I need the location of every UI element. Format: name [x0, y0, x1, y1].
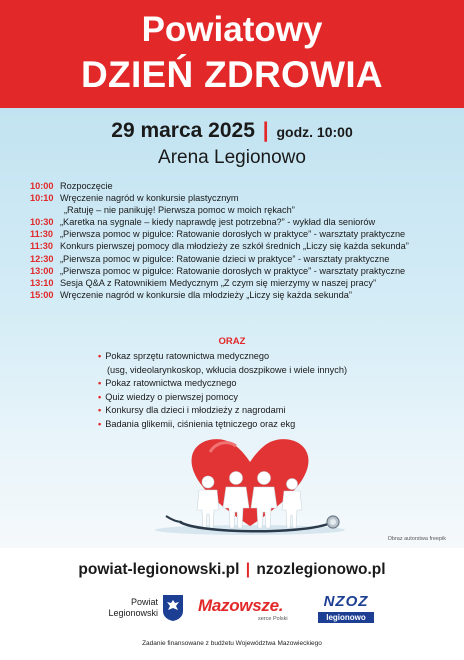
title-line-1: Powiatowy	[141, 10, 323, 49]
event-hour: godz. 10:00	[276, 124, 353, 140]
schedule-text: Wręczenie nagród w konkursie dla młodzieży „Liczy się każda sekunda”	[60, 289, 352, 300]
list-item-text: Badania glikemii, ciśnienia tętniczego oraz ekg	[105, 418, 296, 429]
logo-powiat-text	[80, 597, 158, 619]
date-separator: |	[262, 119, 269, 142]
schedule-row	[30, 180, 460, 192]
schedule-text: Sesja Q&A z Ratownikiem Medycznym „Z czym się mierzymy w naszej pracy”	[60, 277, 377, 288]
poster-body	[0, 108, 464, 548]
list-item-text: (usg, videolarynkoskop, wkłucia doszpikowe i wiele innych)	[107, 364, 348, 375]
list-item	[98, 391, 438, 405]
schedule-row	[30, 192, 460, 204]
schedule-text: „Ratuję – nie panikuję! Pierwsza pomoc w moich rękach”	[64, 205, 295, 216]
logo-mazowsze: Mazowsze.	[198, 596, 284, 615]
url-powiat[interactable]: powiat-legionowski.pl	[78, 561, 240, 578]
schedule-row-continuation	[30, 204, 460, 216]
logo-powiat-line2: Legionowski	[108, 608, 158, 618]
list-item-continuation	[98, 364, 438, 378]
list-item-text: Pokaz sprzętu ratownictwa medycznego	[105, 351, 270, 361]
eagle-crest-icon	[162, 594, 184, 622]
list-item-text: Pokaz ratownictwa medycznego	[105, 378, 237, 389]
schedule-row	[30, 240, 460, 252]
schedule-row	[30, 253, 460, 265]
schedule-time: 11:30	[30, 241, 53, 252]
schedule-time: 12:30	[30, 253, 54, 264]
schedule-text: Rozpoczęcie	[60, 181, 113, 191]
schedule-text: „Pierwsza pomoc w pigułce: Ratowanie dzieci w praktyce” - warsztaty praktyczne	[60, 253, 390, 264]
schedule-text: Konkurs pierwszej pomocy dla młodzieży ze szkół średnich „Liczy się każda sekunda”	[60, 241, 409, 252]
bullet-dot: •	[98, 405, 102, 416]
title-line-2: DZIEŃ ZDROWIA	[81, 54, 383, 95]
schedule-row	[30, 216, 460, 228]
logo-powiat-line1: Powiat	[130, 597, 158, 607]
bullet-dot: •	[98, 378, 102, 389]
schedule-list	[30, 180, 460, 301]
schedule-text: „Karetka na sygnale – kiedy naprawdę jest potrzebna?” - wykład dla seniorów	[60, 217, 376, 228]
event-date-line	[0, 118, 464, 145]
logo-nzoz-name: NZOZ	[323, 593, 369, 610]
event-date: 29 marca 2025	[111, 119, 255, 142]
funding-note: Zadanie finansowane z budżetu Województwa Mazowieckiego	[142, 640, 322, 647]
schedule-text: Wręczenie nagród w konkursie plastycznym	[60, 193, 239, 204]
schedule-row	[30, 277, 460, 289]
bullet-dot: •	[98, 351, 102, 361]
url-nzoz[interactable]: nzozlegionowo.pl	[256, 561, 386, 578]
schedule-time: 10:00	[30, 181, 54, 191]
schedule-text: „Pierwsza pomoc w pigułce: Ratowanie dorosłych w praktyce” - warsztaty praktyczne	[60, 265, 406, 276]
url-separator: |	[245, 561, 251, 578]
bullet-dot: •	[98, 418, 102, 429]
logo-nzoz	[318, 594, 374, 628]
list-item	[98, 404, 438, 418]
heart-family-illustration	[150, 430, 350, 535]
bullet-dot: •	[98, 391, 102, 402]
schedule-time: 15:00	[30, 289, 54, 300]
schedule-time: 10:10	[30, 193, 54, 204]
schedule-row	[30, 228, 460, 240]
sponsor-logos	[0, 594, 464, 634]
list-item	[98, 377, 438, 391]
oraz-heading: ORAZ	[218, 336, 246, 347]
header-banner	[0, 0, 464, 108]
schedule-text: „Pierwsza pomoc w pigułce: Ratowanie dorosłych w praktyce” - warsztaty praktyczne	[60, 229, 406, 240]
schedule-time: 13:00	[30, 265, 54, 276]
schedule-time: 10:30	[30, 217, 54, 228]
list-item	[98, 350, 438, 364]
logo-nzoz-sub: legionowo	[318, 612, 374, 623]
attractions-list	[98, 350, 438, 432]
logo-mazowsze-sub: serce Polski	[258, 616, 288, 622]
image-credit: Obraz autorstwa freepik	[387, 536, 446, 542]
list-item-text: Quiz wiedzy o pierwszej pomocy	[105, 391, 238, 402]
schedule-row	[30, 289, 460, 301]
schedule-time: 13:10	[30, 277, 54, 288]
event-venue: Arena Legionowo	[158, 147, 306, 168]
footer-urls	[0, 561, 464, 579]
schedule-time: 11:30	[30, 229, 53, 240]
list-item-text: Konkursy dla dzieci i młodzieży z nagrodami	[105, 405, 286, 416]
schedule-row	[30, 265, 460, 277]
